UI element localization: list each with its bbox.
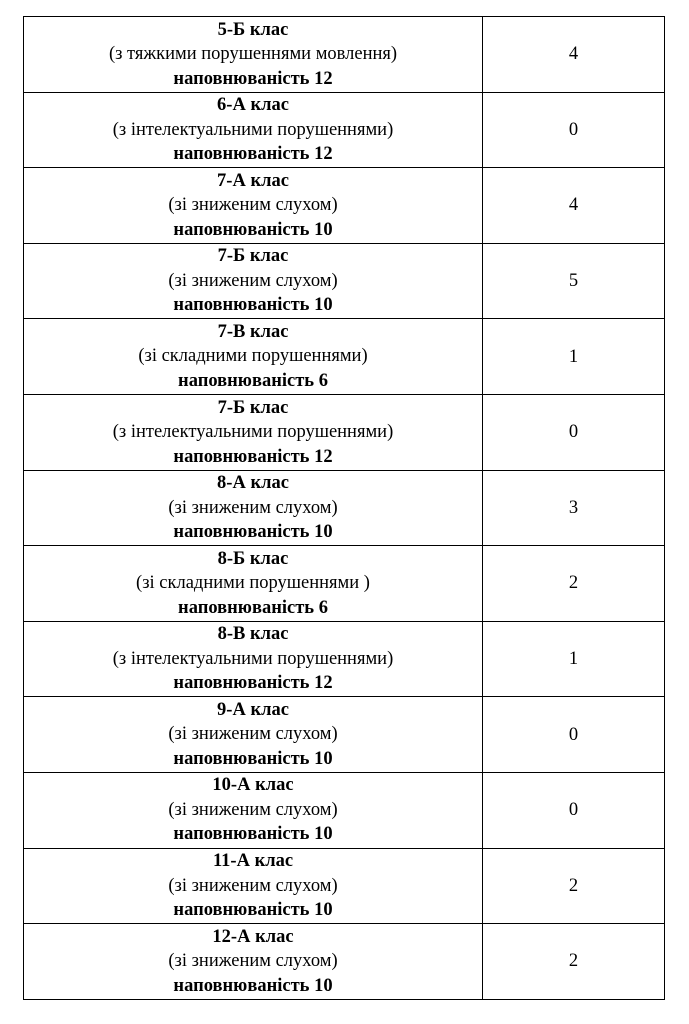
class-cell [24,924,483,1000]
student-count: 0 [568,422,579,443]
table-row [24,924,665,1000]
class-capacity: наповнюваність 12 [173,68,333,89]
class-description: (з інтелектуальними порушеннями) [112,119,394,140]
class-name: 12-А клас [212,926,294,947]
table-row [24,92,665,168]
class-description: (зі зниженим слухом) [168,799,338,820]
student-count: 0 [568,119,579,140]
class-capacity: наповнюваність 10 [173,522,333,543]
class-name: 5-Б клас [217,19,289,40]
class-description: (зі зниженим слухом) [168,724,338,745]
student-count: 2 [568,573,579,594]
class-description: (зі зниженим слухом) [168,951,338,972]
student-count: 3 [568,497,579,518]
class-description: (зі зниженим слухом) [168,195,338,216]
student-count: 2 [568,875,579,896]
class-description: (з інтелектуальними порушеннями) [112,648,394,669]
class-cell [24,92,483,168]
class-capacity: наповнюваність 10 [173,748,333,769]
student-count: 1 [568,649,579,670]
class-description: (зі зниженим слухом) [168,270,338,291]
table-row [24,772,665,848]
table-row [24,621,665,697]
table-row [24,17,665,93]
class-capacity: наповнюваність 10 [173,295,333,316]
table-row [24,546,665,622]
class-capacity: наповнюваність 12 [173,446,333,467]
class-cell [24,394,483,470]
count-cell [483,848,665,924]
class-capacity: наповнюваність 10 [173,975,333,996]
class-name: 7-В клас [217,321,289,342]
student-count: 0 [568,724,579,745]
class-name: 8-А клас [217,473,289,494]
class-name: 7-Б клас [217,246,289,267]
class-description: (з інтелектуальними порушеннями) [112,422,394,443]
class-description: (зі складними порушеннями) [138,346,368,367]
class-cell [24,17,483,93]
class-cell [24,470,483,546]
class-name: 8-Б клас [217,548,289,569]
class-capacity: наповнюваність 6 [178,370,328,391]
count-cell [483,772,665,848]
class-cell [24,319,483,395]
table-row [24,319,665,395]
class-description: (з тяжкими порушеннями мовлення) [108,44,398,65]
count-cell [483,546,665,622]
count-cell [483,470,665,546]
count-cell [483,697,665,773]
count-cell [483,92,665,168]
class-cell [24,621,483,697]
class-name: 7-Б клас [217,397,289,418]
student-count: 4 [568,195,579,216]
count-cell [483,621,665,697]
class-description: (зі зниженим слухом) [168,497,338,518]
class-description: (зі складними порушеннями ) [136,573,370,594]
student-count: 5 [568,271,579,292]
table-row [24,168,665,244]
count-cell [483,168,665,244]
class-capacity: наповнюваність 12 [173,144,333,165]
class-capacity: наповнюваність 10 [173,824,333,845]
count-cell [483,394,665,470]
class-name: 11-А клас [212,851,294,872]
table-row [24,243,665,319]
class-capacity: наповнюваність 6 [178,597,328,618]
class-capacity: наповнюваність 12 [173,673,333,694]
table-row [24,394,665,470]
count-cell [483,17,665,93]
class-capacity: наповнюваність 10 [173,900,333,921]
student-count: 1 [568,346,579,367]
class-name: 10-А клас [212,775,294,796]
table-row [24,848,665,924]
class-name: 7-А клас [217,170,289,191]
table-row [24,697,665,773]
class-name: 9-А клас [217,699,289,720]
count-cell [483,243,665,319]
student-count: 2 [568,951,579,972]
class-cell [24,848,483,924]
class-cell [24,546,483,622]
class-cell [24,697,483,773]
count-cell [483,319,665,395]
class-name: 8-В клас [217,624,289,645]
student-count: 0 [568,800,579,821]
table-row [24,470,665,546]
class-cell [24,772,483,848]
student-count: 4 [568,44,579,65]
class-capacity: наповнюваність 10 [173,219,333,240]
count-cell [483,924,665,1000]
class-cell [24,168,483,244]
class-description: (зі зниженим слухом) [168,875,338,896]
class-enrollment-table [23,16,665,1000]
class-cell [24,243,483,319]
class-name: 6-А клас [217,95,289,116]
